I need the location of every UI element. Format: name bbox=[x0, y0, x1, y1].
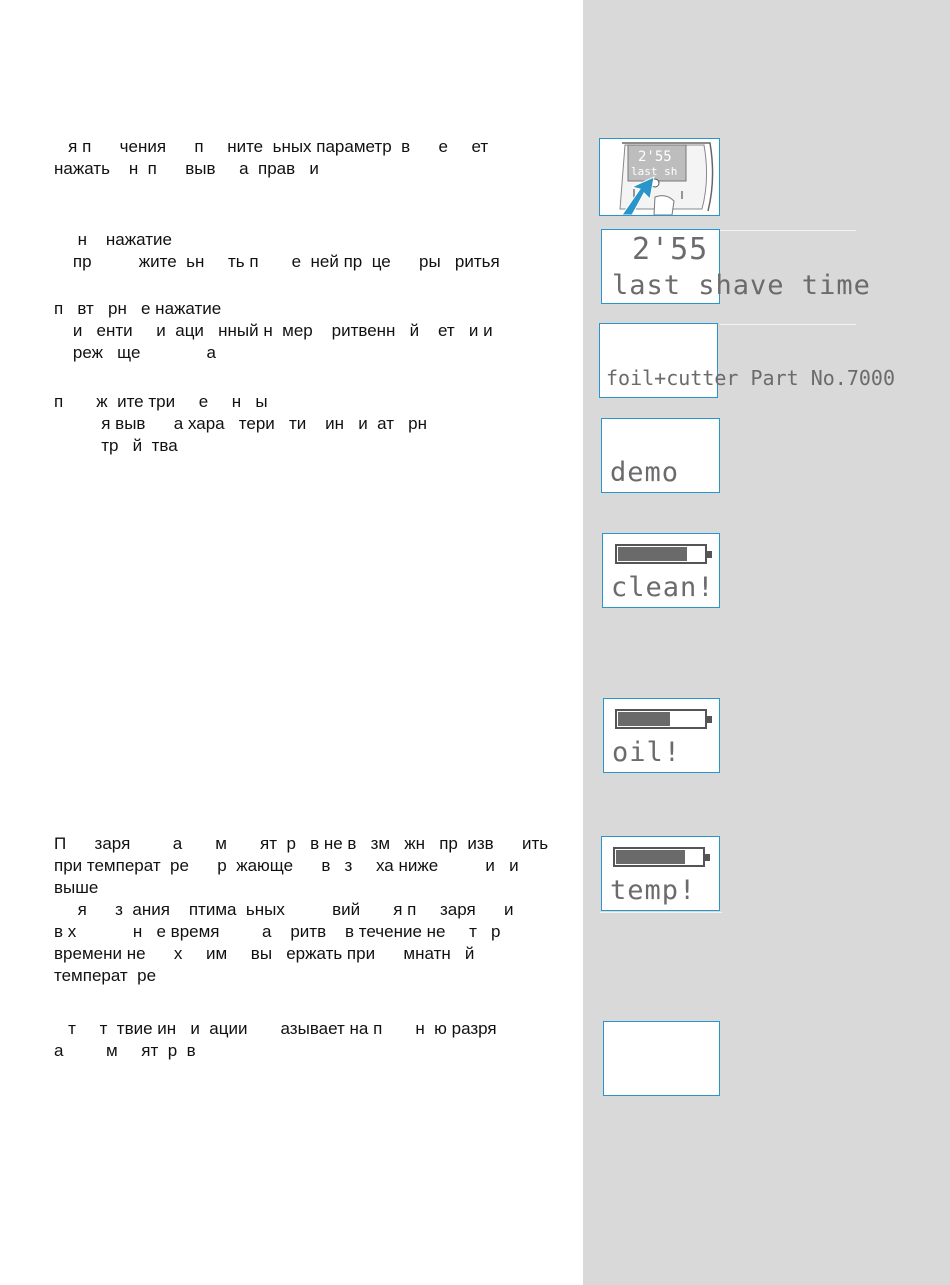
text-line: т т твие ин и ации азывает на п н ю разря bbox=[54, 1019, 497, 1038]
text-line: п вт рн е нажатие bbox=[54, 299, 222, 318]
text-block-charging-temperature bbox=[54, 833, 570, 987]
lcd-demo-text: demo bbox=[610, 457, 680, 488]
lcd-clean-indicator bbox=[602, 533, 720, 608]
text-block-additional-parameters bbox=[54, 136, 570, 180]
lcd-last-shave-time bbox=[601, 229, 871, 304]
battery-icon bbox=[613, 847, 705, 867]
lcd-shave-label: last shave time bbox=[612, 270, 871, 301]
battery-icon bbox=[615, 709, 707, 729]
text-line: нажать н п выв а прав и bbox=[54, 159, 319, 178]
text-line: пр жите ьн ть п е ней пр це ры ритья bbox=[54, 252, 500, 271]
text-block-second-press bbox=[54, 298, 570, 364]
text-block-no-indication bbox=[54, 1018, 570, 1062]
lcd-demo-mode bbox=[601, 418, 720, 493]
lcd-temperature-indicator bbox=[601, 836, 720, 911]
d1-label: last sh bbox=[631, 165, 678, 178]
lcd-strip bbox=[720, 324, 856, 325]
text-line: я выв а хара тери ти ин и ат рн bbox=[54, 414, 428, 433]
shaver-hand-icon bbox=[600, 139, 719, 215]
text-line: н нажатие bbox=[54, 230, 172, 249]
text-line: П заря а м ят р в не в зм жн пр изв ить bbox=[54, 834, 549, 853]
text-line: времени не х им вы ержать при мнатн й bbox=[54, 944, 475, 963]
text-line: я з ания птима ьных вий я п заря и bbox=[54, 900, 514, 919]
text-line: температ ре bbox=[54, 966, 157, 985]
text-line: а м ят р в bbox=[54, 1041, 196, 1060]
text-line: выше bbox=[54, 878, 99, 897]
text-line: реж ще а bbox=[54, 343, 216, 362]
lcd-part-text: foil+cutter Part No.7000 bbox=[606, 366, 895, 390]
lcd-temp-text: temp! bbox=[610, 875, 697, 906]
text-block-first-press bbox=[54, 229, 570, 273]
text-line: в х н е время а ритв в течение не т р bbox=[54, 922, 501, 941]
text-line: тр й тва bbox=[54, 436, 178, 455]
lcd-time-value: 2'55 bbox=[632, 232, 709, 267]
lcd-oil-indicator bbox=[603, 698, 720, 773]
text-line: я п чения п ните ьных параметр в е ет bbox=[54, 137, 489, 156]
lcd-clean-text: clean! bbox=[611, 572, 715, 603]
text-line: и енти и аци нный н мер ритвенн й ет и и bbox=[54, 321, 493, 340]
text-line: п ж ите три е н ы bbox=[54, 392, 268, 411]
text-line: при температ ре р жающе в з ха ниже и и bbox=[54, 856, 519, 875]
battery-icon bbox=[615, 544, 707, 564]
lcd-strip bbox=[600, 912, 722, 913]
shaver-button-press-illustration bbox=[599, 138, 720, 216]
lcd-oil-text: oil! bbox=[612, 737, 682, 768]
lcd-blank-display bbox=[603, 1021, 720, 1096]
text-block-hold-seconds bbox=[54, 391, 570, 457]
lcd-part-number bbox=[599, 323, 895, 398]
d1-time: 2'55 bbox=[638, 149, 672, 165]
lcd-strip bbox=[720, 230, 856, 231]
